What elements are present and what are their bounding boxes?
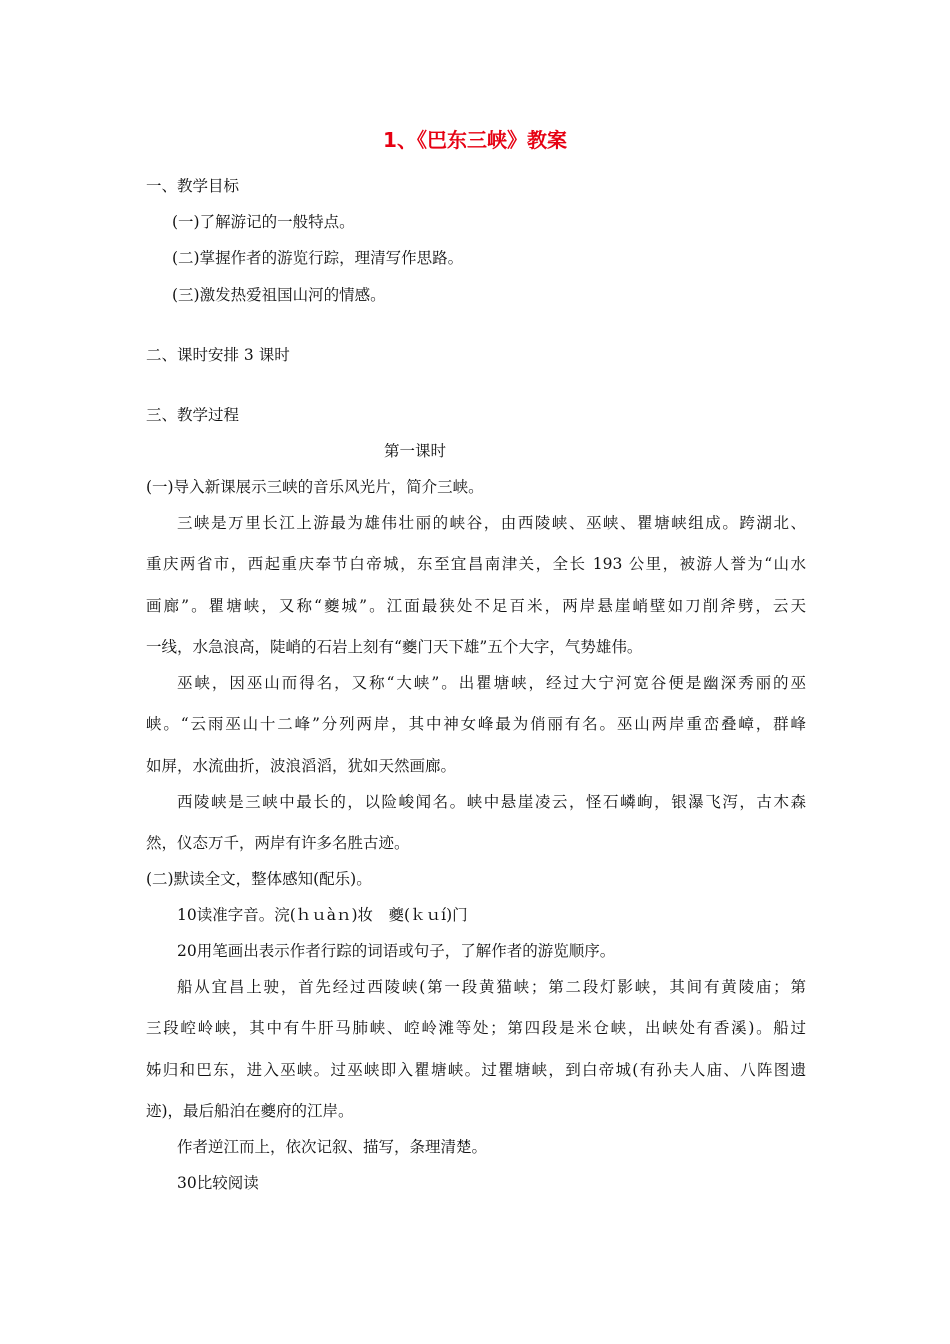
paragraph-line: 如屏，水流曲折，波浪滔滔，犹如天然画廊。 [146, 757, 457, 775]
paragraph-line: 西陵峡是三峡中最长的，以险峻闻名。峡中悬崖凌云，怪石嶙峋，银瀑飞泻，古木森 [177, 793, 806, 811]
paragraph-line: 画廊”。瞿塘峡，又称“夔城”。江面最狭处不足百米，两岸悬崖峭壁如刀削斧劈，云天 [146, 597, 806, 615]
section-heading-process: 三、教学过程 [146, 406, 240, 424]
part-heading-1: (一)导入新课展示三峡的音乐风光片，简介三峡。 [146, 478, 484, 496]
paragraph-line: 重庆两省市，西起重庆奉节白帝城，东至宜昌南津关，全长 193 公里，被游人誉为“山水 [146, 555, 806, 573]
paragraph-line: 三峡是万里长江上游最为雄伟壮丽的峡谷，由西陵峡、巫峡、瞿塘峡组成。跨湖北、 [177, 514, 806, 532]
paragraph-line: 迹)，最后船泊在夔府的江岸。 [146, 1102, 354, 1120]
paragraph-line: 三段崆岭峡，其中有牛肝马肺峡、崆岭滩等处；第四段是米仓峡，出峡处有香溪)。船过 [146, 1019, 806, 1037]
step-3: 30比较阅读 [177, 1174, 259, 1192]
step-2: 20用笔画出表示作者行踪的词语或句子，了解作者的游览顺序。 [177, 942, 616, 960]
part-heading-2: (二)默读全文，整体感知(配乐)。 [146, 870, 372, 888]
section-heading-schedule: 二、课时安排 3 课时 [146, 346, 290, 364]
document-title: 1、《巴东三峡》教案 [383, 128, 567, 152]
paragraph-line: 作者逆江而上，依次记叙、描写，条理清楚。 [177, 1138, 488, 1156]
paragraph-line: 姊归和巴东，进入巫峡。过巫峡即入瞿塘峡。过瞿塘峡，到白帝城(有孙夫人庙、八阵图遗 [146, 1061, 806, 1079]
paragraph-line: 巫峡，因巫山而得名，又称“大峡”。出瞿塘峡，经过大宁河宽谷便是幽深秀丽的巫 [177, 674, 806, 692]
lesson-title: 第一课时 [384, 442, 447, 460]
step-1: 10读准字音。浣(ｈｕàｎ)妆 夔(ｋｕí)门 [177, 906, 468, 924]
paragraph-line: 船从宜昌上驶，首先经过西陵峡(第一段黄猫峡；第二段灯影峡，其间有黄陵庙；第 [177, 978, 806, 996]
paragraph-line: 一线，水急浪高，陡峭的石岩上刻有“夔门天下雄”五个大字，气势雄伟。 [146, 638, 643, 656]
goal-item-1: (一)了解游记的一般特点。 [172, 213, 355, 231]
goal-item-2: (二)掌握作者的游览行踪，理清写作思路。 [172, 249, 464, 267]
paragraph-line: 然，仪态万千，两岸有许多名胜古迹。 [146, 834, 410, 852]
paragraph-line: 峡。“云雨巫山十二峰”分列两岸，其中神女峰最为俏丽有名。巫山两岸重峦叠嶂，群峰 [146, 715, 806, 733]
goal-item-3: (三)激发热爱祖国山河的情感。 [172, 286, 386, 304]
section-heading-goals: 一、教学目标 [146, 177, 240, 195]
